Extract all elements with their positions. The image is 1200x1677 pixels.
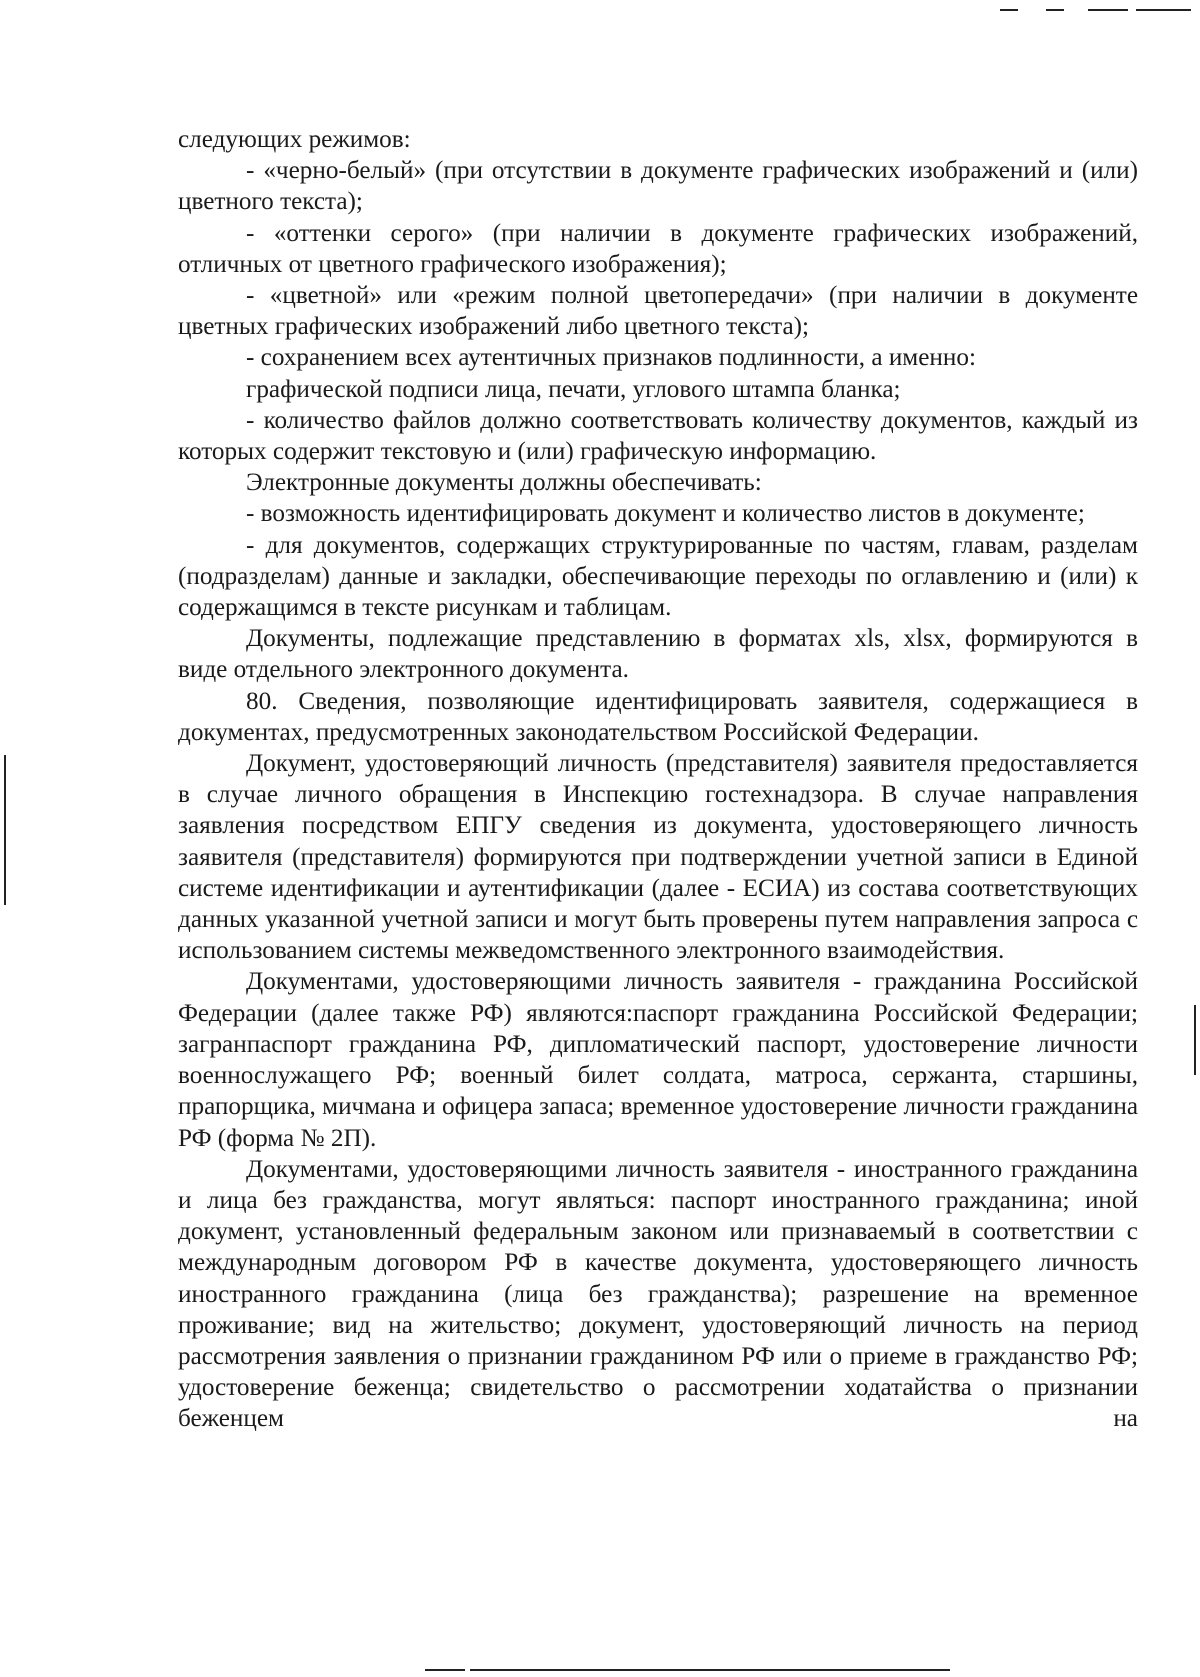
- scan-mark-bottom-2: [470, 1669, 950, 1671]
- paragraph-grayscale-mode: - «оттенки серого» (при наличии в документе графических изображений, отличных от цветного графического изображения);: [178, 219, 1138, 278]
- scan-mark-right: [1194, 1005, 1196, 1075]
- paragraph-bw-mode: - «черно-белый» (при отсутствии в документе графических изображений и (или) цветного текста);: [178, 157, 1138, 216]
- scan-mark-top-3: [1088, 9, 1128, 11]
- paragraph-signature: графической подписи лица, печати, углового штампа бланка;: [246, 375, 901, 403]
- scan-mark-bottom-1: [425, 1669, 465, 1671]
- paragraph-foreign-citizen: Документами, удостоверяющими личность заявителя - иностранного гражданина и лица без гражданства, могут являться: паспорт иностранного гражданина; иной документ, установленный федеральным законом или признаваемый в соответствии с международным договором РФ в качестве документа, удостоверяющего личность иностранного гражданина (лица без гражданства); разрешение на временное проживание; вид на жительство; документ, удостоверяющий личность на период рассмотрения заявления о признании гражданином РФ или о приеме в гражданство РФ; удостоверение беженца; свидетельство о рассмотрении ходатайства о признании беженцем на: [178, 1155, 1138, 1433]
- paragraph-80: 80. Сведения, позволяющие идентифицировать заявителя, содержащиеся в документах, предусмотренных законодательством Российской Федерации.: [178, 687, 1138, 746]
- scan-mark-top-4: [1136, 9, 1191, 11]
- scan-mark-top-1: [1000, 9, 1018, 11]
- paragraph-color-mode: - «цветной» или «режим полной цветопередачи» (при наличии в документе цветных графических изображений либо цветного текста);: [178, 282, 1138, 341]
- scan-mark-left: [4, 755, 6, 905]
- paragraph-identity-doc: Документ, удостоверяющий личность (представителя) заявителя предоставляется в случае личного обращения в Инспекцию гостехнадзора. В случае направления заявления посредством ЕПГУ сведения из документа, удостоверяющего личность заявителя (представителя) формируются при подтверждении учетной записи в Единой системе идентификации и аутентификации (далее - ЕСИА) из состава соответствующих данных указанной учетной записи и могут быть проверены путем направления запроса с использованием системы межведомственного электронного взаимодействия.: [178, 750, 1138, 965]
- document-body: [178, 124, 1138, 1435]
- paragraph-electronic-docs: Электронные документы должны обеспечивать:: [246, 469, 762, 497]
- paragraph-file-count: - количество файлов должно соответствовать количеству документов, каждый из которых содержит текстовую и (или) графическую информацию.: [178, 406, 1138, 466]
- paragraph-formats: Документы, подлежащие представлению в форматах xls, xlsx, формируются в виде отдельного электронного документа.: [178, 625, 1138, 684]
- paragraph-authenticity: - сохранением всех аутентичных признаков подлинности, а именно:: [246, 344, 976, 372]
- paragraph-identify: - возможность идентифицировать документ и количество листов в документе;: [246, 500, 1085, 528]
- paragraph-intro: следующих режимов:: [178, 126, 411, 153]
- paragraph-rf-citizen: Документами, удостоверяющими личность заявителя - гражданина Российской Федерации (далее также РФ) являются:паспорт гражданина Российской Федерации; загранпаспорт гражданина РФ, дипломатический паспорт, удостоверение личности военнослужащего РФ; военный билет солдата, матроса, сержанта, старшины, прапорщика, мичмана и офицера запаса; временное удостоверение личности гражданина РФ (форма № 2П).: [178, 968, 1138, 1152]
- scan-mark-top-2: [1046, 9, 1064, 11]
- paragraph-structured: - для документов, содержащих структурированные по частям, главам, разделам (подразделам) данные и закладки, обеспечивающие переходы по оглавлению и (или) к содержащимся в тексте рисункам и таблицам.: [178, 531, 1138, 622]
